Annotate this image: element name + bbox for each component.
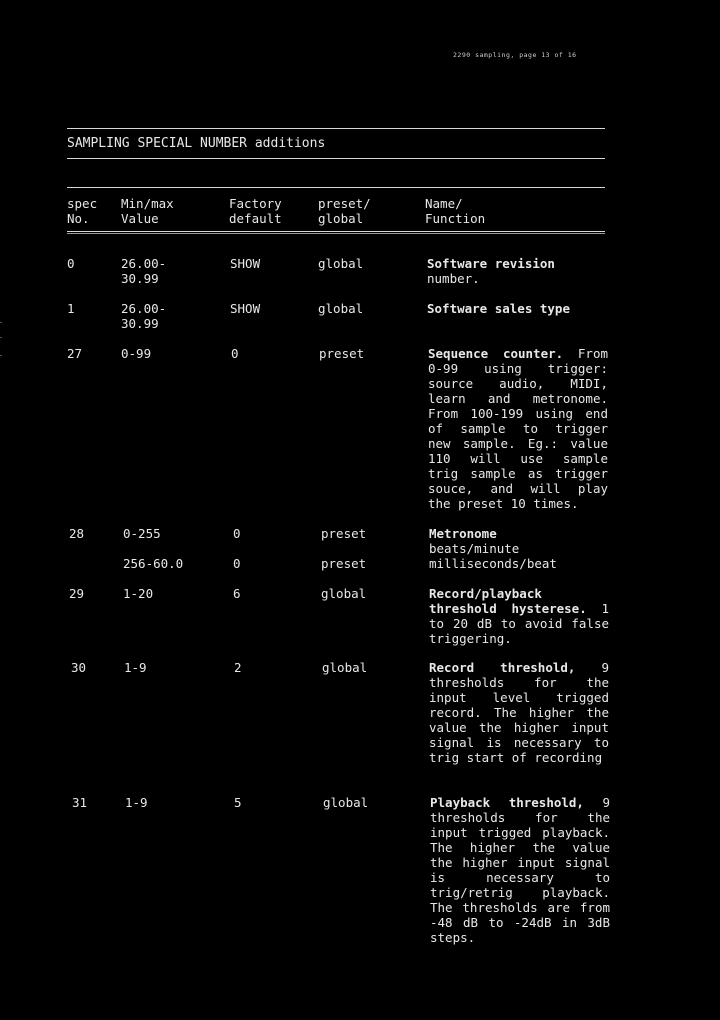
function-text: 9 thresholds for the input level trigged record. The higher the value the higher input signal is necessary to trig start of recording — [429, 660, 609, 765]
value-range: 0-99 — [121, 346, 152, 361]
function-name: Sequence counter. — [428, 346, 564, 361]
preset-global: preset — [321, 526, 367, 541]
factory-default-alt: 0 — [233, 556, 241, 571]
function-description — [427, 301, 607, 316]
preset-global: global — [322, 660, 368, 675]
function-name: Record/playback threshold hysterese. — [429, 586, 587, 616]
function-name: Software revision — [427, 256, 555, 271]
factory-default: SHOW — [230, 256, 261, 271]
value-range: 1-9 — [124, 660, 147, 675]
title-rule-bottom — [67, 158, 605, 159]
factory-default: 2 — [234, 660, 242, 675]
factory-default: 5 — [234, 795, 242, 810]
col-value-header-1: Min/max — [121, 196, 174, 211]
spec-number: 28 — [69, 526, 85, 541]
function-description — [428, 346, 608, 511]
function-description — [427, 256, 607, 286]
col-scope-header-1: preset/ — [318, 196, 371, 211]
spec-number: 27 — [67, 346, 83, 361]
function-text-alt: milliseconds/beat — [429, 556, 557, 571]
value-range-cont: 30.99 — [121, 271, 159, 286]
col-function-header-2: Function — [425, 211, 486, 226]
page-title: SAMPLING SPECIAL NUMBER additions — [67, 136, 326, 151]
col-scope-header-2: global — [318, 211, 364, 226]
function-name: Software sales type — [427, 301, 570, 316]
value-range: 1-20 — [123, 586, 154, 601]
table-header-rule-top — [67, 187, 605, 188]
function-text: 9 thresholds for the input trigged playback. The higher the value the higher input signal is necessary to trig/retrig playback. The thresholds are from -48 dB to -24dB in 3dB steps. — [430, 795, 610, 945]
scan-speck — [0, 322, 2, 323]
table-header-rule-bottom — [67, 231, 605, 234]
value-range-alt: 256-60.0 — [123, 556, 184, 571]
factory-default: 6 — [233, 586, 241, 601]
col-spec-header-2: No. — [67, 211, 90, 226]
title-rule-top — [67, 128, 605, 129]
function-description — [430, 795, 610, 945]
spec-number: 0 — [67, 256, 75, 271]
value-range: 26.00- — [121, 256, 167, 271]
value-range: 26.00- — [121, 301, 167, 316]
value-range: 0-255 — [123, 526, 161, 541]
scan-speck — [0, 355, 2, 356]
preset-global-alt: preset — [321, 556, 367, 571]
function-name: Record threshold, — [429, 660, 576, 675]
spec-number: 31 — [72, 795, 88, 810]
function-name: Playback threshold, — [430, 795, 584, 810]
factory-default: 0 — [233, 526, 241, 541]
function-description — [429, 586, 609, 646]
col-spec-header-1: spec — [67, 196, 98, 211]
preset-global: global — [323, 795, 369, 810]
preset-global: global — [321, 586, 367, 601]
function-description — [429, 660, 609, 765]
col-default-header-2: default — [229, 211, 282, 226]
spec-number: 30 — [71, 660, 87, 675]
col-value-header-2: Value — [121, 211, 159, 226]
preset-global: preset — [319, 346, 365, 361]
function-name: Metronome — [429, 526, 497, 541]
function-text: From 0-99 using trigger: source audio, MIDI, learn and metronome. From 100-199 using end of sample to trigger new sample. Eg.: value 110 will use sample trig sample as trigger souce, and will play the preset 10 times. — [428, 346, 608, 511]
function-text: 1 to 20 dB to avoid false triggering. — [429, 601, 609, 646]
page-number-note: 2290 sampling, page 13 of 16 — [453, 51, 577, 59]
col-default-header-1: Factory — [229, 196, 282, 211]
preset-global: global — [318, 256, 364, 271]
value-range: 1-9 — [125, 795, 148, 810]
col-function-header-1: Name/ — [425, 196, 463, 211]
function-text: number. — [427, 271, 480, 286]
scan-speck — [0, 337, 2, 338]
factory-default: 0 — [231, 346, 239, 361]
preset-global: global — [318, 301, 364, 316]
function-text: beats/minute — [429, 541, 520, 556]
value-range-cont: 30.99 — [121, 316, 159, 331]
spec-number: 29 — [69, 586, 85, 601]
factory-default: SHOW — [230, 301, 261, 316]
spec-number: 1 — [67, 301, 75, 316]
